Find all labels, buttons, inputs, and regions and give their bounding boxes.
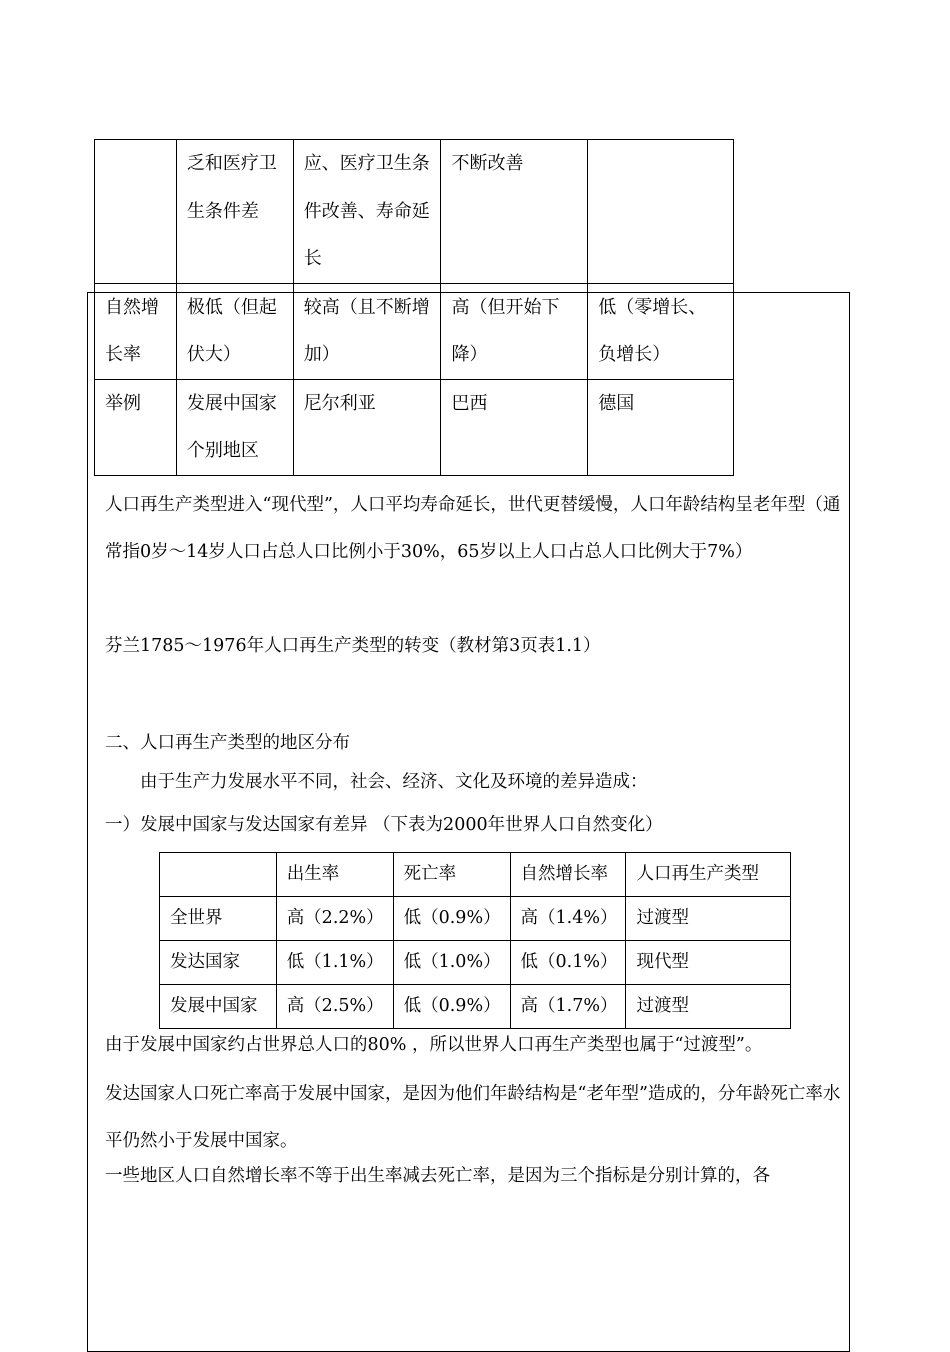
paragraph-difference: 一）发展中国家与发达国家有差异 （下表为2000年世界人口自然变化） bbox=[105, 815, 663, 835]
table-cell: 高（2.5%） bbox=[276, 985, 393, 1029]
reproduction-type-table bbox=[94, 139, 734, 476]
table-cell: 高（2.2%） bbox=[276, 897, 393, 941]
table-cell: 发展中国家个别地区 bbox=[176, 379, 293, 475]
table-row bbox=[160, 897, 791, 941]
table-cell: 低（1.1%） bbox=[276, 941, 393, 985]
table-cell: 应、医疗卫生条件改善、寿命延长 bbox=[293, 140, 441, 284]
table-cell: 不断改善 bbox=[441, 140, 588, 284]
table-row bbox=[160, 985, 791, 1029]
table-header-row bbox=[160, 853, 791, 897]
paragraph-modern-type: 人口再生产类型进入“现代型”，人口平均寿命延长，世代更替缓慢，人口年龄结构呈老年型（通常指0岁～14岁人口占总人口比例小于30%，65岁以上人口占总人口比例大于7%） bbox=[105, 495, 841, 562]
table-cell: 全世界 bbox=[160, 897, 277, 941]
table-row bbox=[160, 941, 791, 985]
table-cell: 尼尔利亚 bbox=[293, 379, 441, 475]
paragraph-finland: 芬兰1785～1976年人口再生产类型的转变（教材第3页表1.1） bbox=[105, 636, 601, 656]
table-cell: 自然增长率 bbox=[95, 283, 177, 379]
paragraph-developed-mortality: 发达国家人口死亡率高于发展中国家，是因为他们年龄结构是“老年型”造成的，分年龄死亡率水平仍然小于发展中国家。 bbox=[105, 1084, 841, 1151]
table-cell: 发展中国家 bbox=[160, 985, 277, 1029]
table-cell: 高（1.7%） bbox=[510, 985, 626, 1029]
table-row bbox=[95, 379, 734, 475]
table-row bbox=[95, 283, 734, 379]
table-cell bbox=[588, 140, 734, 284]
table-cell: 德国 bbox=[588, 379, 734, 475]
table-cell: 现代型 bbox=[626, 941, 791, 985]
table-cell: 高（但开始下降） bbox=[441, 283, 588, 379]
paragraph-causes: 由于生产力发展水平不同，社会、经济、文化及环境的差异造成： bbox=[140, 772, 648, 792]
table-cell: 较高（且不断增加） bbox=[293, 283, 441, 379]
table-header: 人口再生产类型 bbox=[626, 853, 791, 897]
table-header: 死亡率 bbox=[393, 853, 510, 897]
section-heading: 二、人口再生产类型的地区分布 bbox=[105, 733, 350, 753]
table-cell: 极低（但起伏大） bbox=[176, 283, 293, 379]
table-cell: 低（0.1%） bbox=[510, 941, 626, 985]
table-cell bbox=[95, 140, 177, 284]
table-header: 出生率 bbox=[276, 853, 393, 897]
table-cell: 过渡型 bbox=[626, 985, 791, 1029]
table-header: 自然增长率 bbox=[510, 853, 626, 897]
table-cell: 高（1.4%） bbox=[510, 897, 626, 941]
table-cell: 低（0.9%） bbox=[393, 985, 510, 1029]
paragraph-growth-rate: 一些地区人口自然增长率不等于出生率减去死亡率，是因为三个指标是分别计算的，各 bbox=[105, 1166, 770, 1186]
table-cell: 低（零增长、负增长） bbox=[588, 283, 734, 379]
table-cell: 举例 bbox=[95, 379, 177, 475]
paragraph-world-transition: 由于发展中国家约占世界总人口的80% ，所以世界人口再生产类型也属于“过渡型”。 bbox=[105, 1035, 763, 1055]
table-cell: 低（1.0%） bbox=[393, 941, 510, 985]
table-row bbox=[95, 140, 734, 284]
table-cell: 乏和医疗卫生条件差 bbox=[176, 140, 293, 284]
table-header bbox=[160, 853, 277, 897]
table-cell: 低（0.9%） bbox=[393, 897, 510, 941]
table-cell: 发达国家 bbox=[160, 941, 277, 985]
table-cell: 巴西 bbox=[441, 379, 588, 475]
table-cell: 过渡型 bbox=[626, 897, 791, 941]
world-population-table bbox=[159, 852, 791, 1029]
